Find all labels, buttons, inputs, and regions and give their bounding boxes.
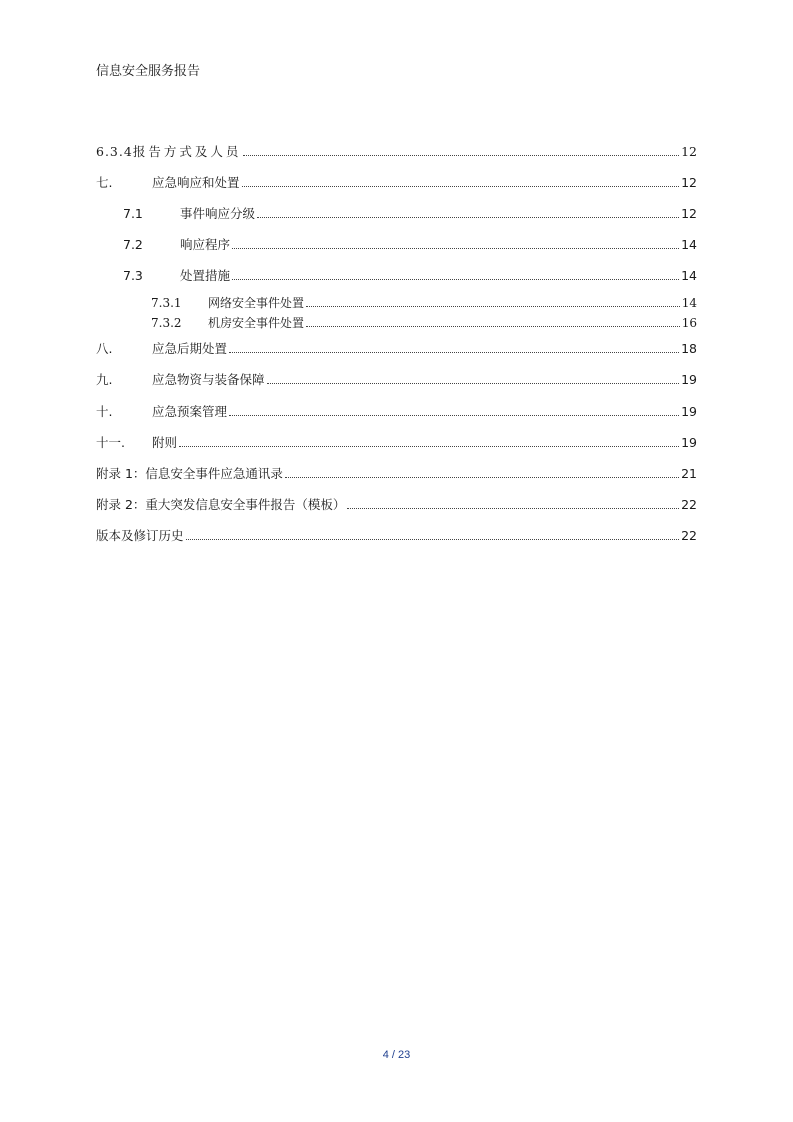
toc-entry-number: 十. — [96, 404, 113, 419]
toc-leader-dots — [229, 341, 679, 353]
toc-entry-number: 九. — [96, 372, 113, 387]
toc-leader-dots — [285, 466, 679, 478]
toc-entry-page: 19 — [681, 372, 697, 387]
document-header-title: 信息安全服务报告 — [96, 64, 201, 79]
toc-entry-title: 应急预案管理 — [152, 404, 228, 419]
toc-entry-number: 7.1 — [123, 206, 143, 221]
toc-entry-number: 7.3.2 — [151, 316, 182, 330]
toc-entry-title: 应急响应和处置 — [152, 175, 240, 190]
toc-entry-title: 附录 2：重大突发信息安全事件报告（模板） — [96, 497, 346, 512]
toc-entry-page: 14 — [681, 296, 697, 310]
toc-entry-number: 十一. — [96, 435, 125, 450]
toc-leader-dots — [229, 404, 679, 416]
toc-entry[interactable] — [96, 372, 697, 388]
toc-entry-revision-history[interactable] — [96, 528, 697, 544]
toc-entry-title: 机房安全事件处置 — [208, 316, 305, 330]
toc-entry-page: 14 — [681, 237, 697, 252]
toc-leader-dots — [232, 268, 679, 280]
toc-entry-page: 14 — [681, 268, 697, 283]
toc-entry-title: 附录 1：信息安全事件应急通讯录 — [96, 466, 283, 481]
toc-entry-title: 应急物资与装备保障 — [152, 372, 265, 387]
toc-entry-title: 事件响应分级 — [180, 206, 256, 221]
toc-entry-page: 19 — [681, 404, 697, 419]
toc-leader-dots — [306, 315, 680, 327]
toc-entry-title: 响应程序 — [180, 237, 231, 252]
toc-entry-page: 22 — [681, 528, 697, 543]
toc-entry-title: 网络安全事件处置 — [208, 296, 305, 310]
toc-entry[interactable] — [123, 237, 697, 253]
toc-leader-dots — [243, 144, 679, 156]
toc-entry-number: 7.3.1 — [151, 296, 182, 310]
toc-leader-dots — [242, 175, 680, 187]
toc-leader-dots — [186, 528, 680, 540]
toc-entry-number: 八. — [96, 341, 113, 356]
toc-entry-page: 12 — [681, 206, 697, 221]
toc-entry[interactable] — [123, 206, 697, 222]
toc-entry-number: 6.3.4 — [96, 144, 133, 159]
toc-entry-number: 7.3 — [123, 268, 143, 283]
toc-entry-appendix-2[interactable] — [96, 497, 697, 513]
toc-entry-title: 附则 — [152, 435, 178, 450]
toc-entry[interactable] — [123, 268, 697, 284]
toc-entry[interactable] — [151, 315, 697, 331]
toc-leader-dots — [306, 295, 680, 307]
toc-entry-page: 21 — [681, 466, 697, 481]
toc-entry-title: 处置措施 — [180, 268, 231, 283]
toc-entry-title: 应急后期处置 — [152, 341, 228, 356]
toc-entry[interactable] — [96, 404, 697, 420]
toc-entry-page: 16 — [681, 316, 697, 330]
toc-entry-appendix-1[interactable] — [96, 466, 697, 482]
toc-leader-dots — [232, 237, 679, 249]
toc-entry[interactable] — [96, 144, 697, 160]
toc-entry-page: 22 — [681, 497, 697, 512]
toc-entry[interactable] — [96, 341, 697, 357]
toc-leader-dots — [179, 435, 679, 447]
toc-entry-title: 报告方式及人员 — [132, 144, 242, 159]
toc-leader-dots — [347, 497, 679, 509]
toc-entry[interactable] — [151, 295, 697, 311]
toc-entry-page: 19 — [681, 435, 697, 450]
toc-leader-dots — [267, 372, 680, 384]
toc-entry[interactable] — [96, 435, 697, 451]
toc-entry-page: 12 — [681, 175, 697, 190]
toc-entry-number: 七. — [96, 175, 113, 190]
toc-entry-page: 18 — [681, 341, 697, 356]
toc-entry[interactable] — [96, 175, 697, 191]
toc-entry-number: 7.2 — [123, 237, 143, 252]
toc-leader-dots — [257, 206, 679, 218]
page-number-footer: 4 / 23 — [382, 1049, 411, 1061]
toc-entry-page: 12 — [681, 144, 697, 159]
toc-entry-title: 版本及修订历史 — [96, 528, 184, 543]
